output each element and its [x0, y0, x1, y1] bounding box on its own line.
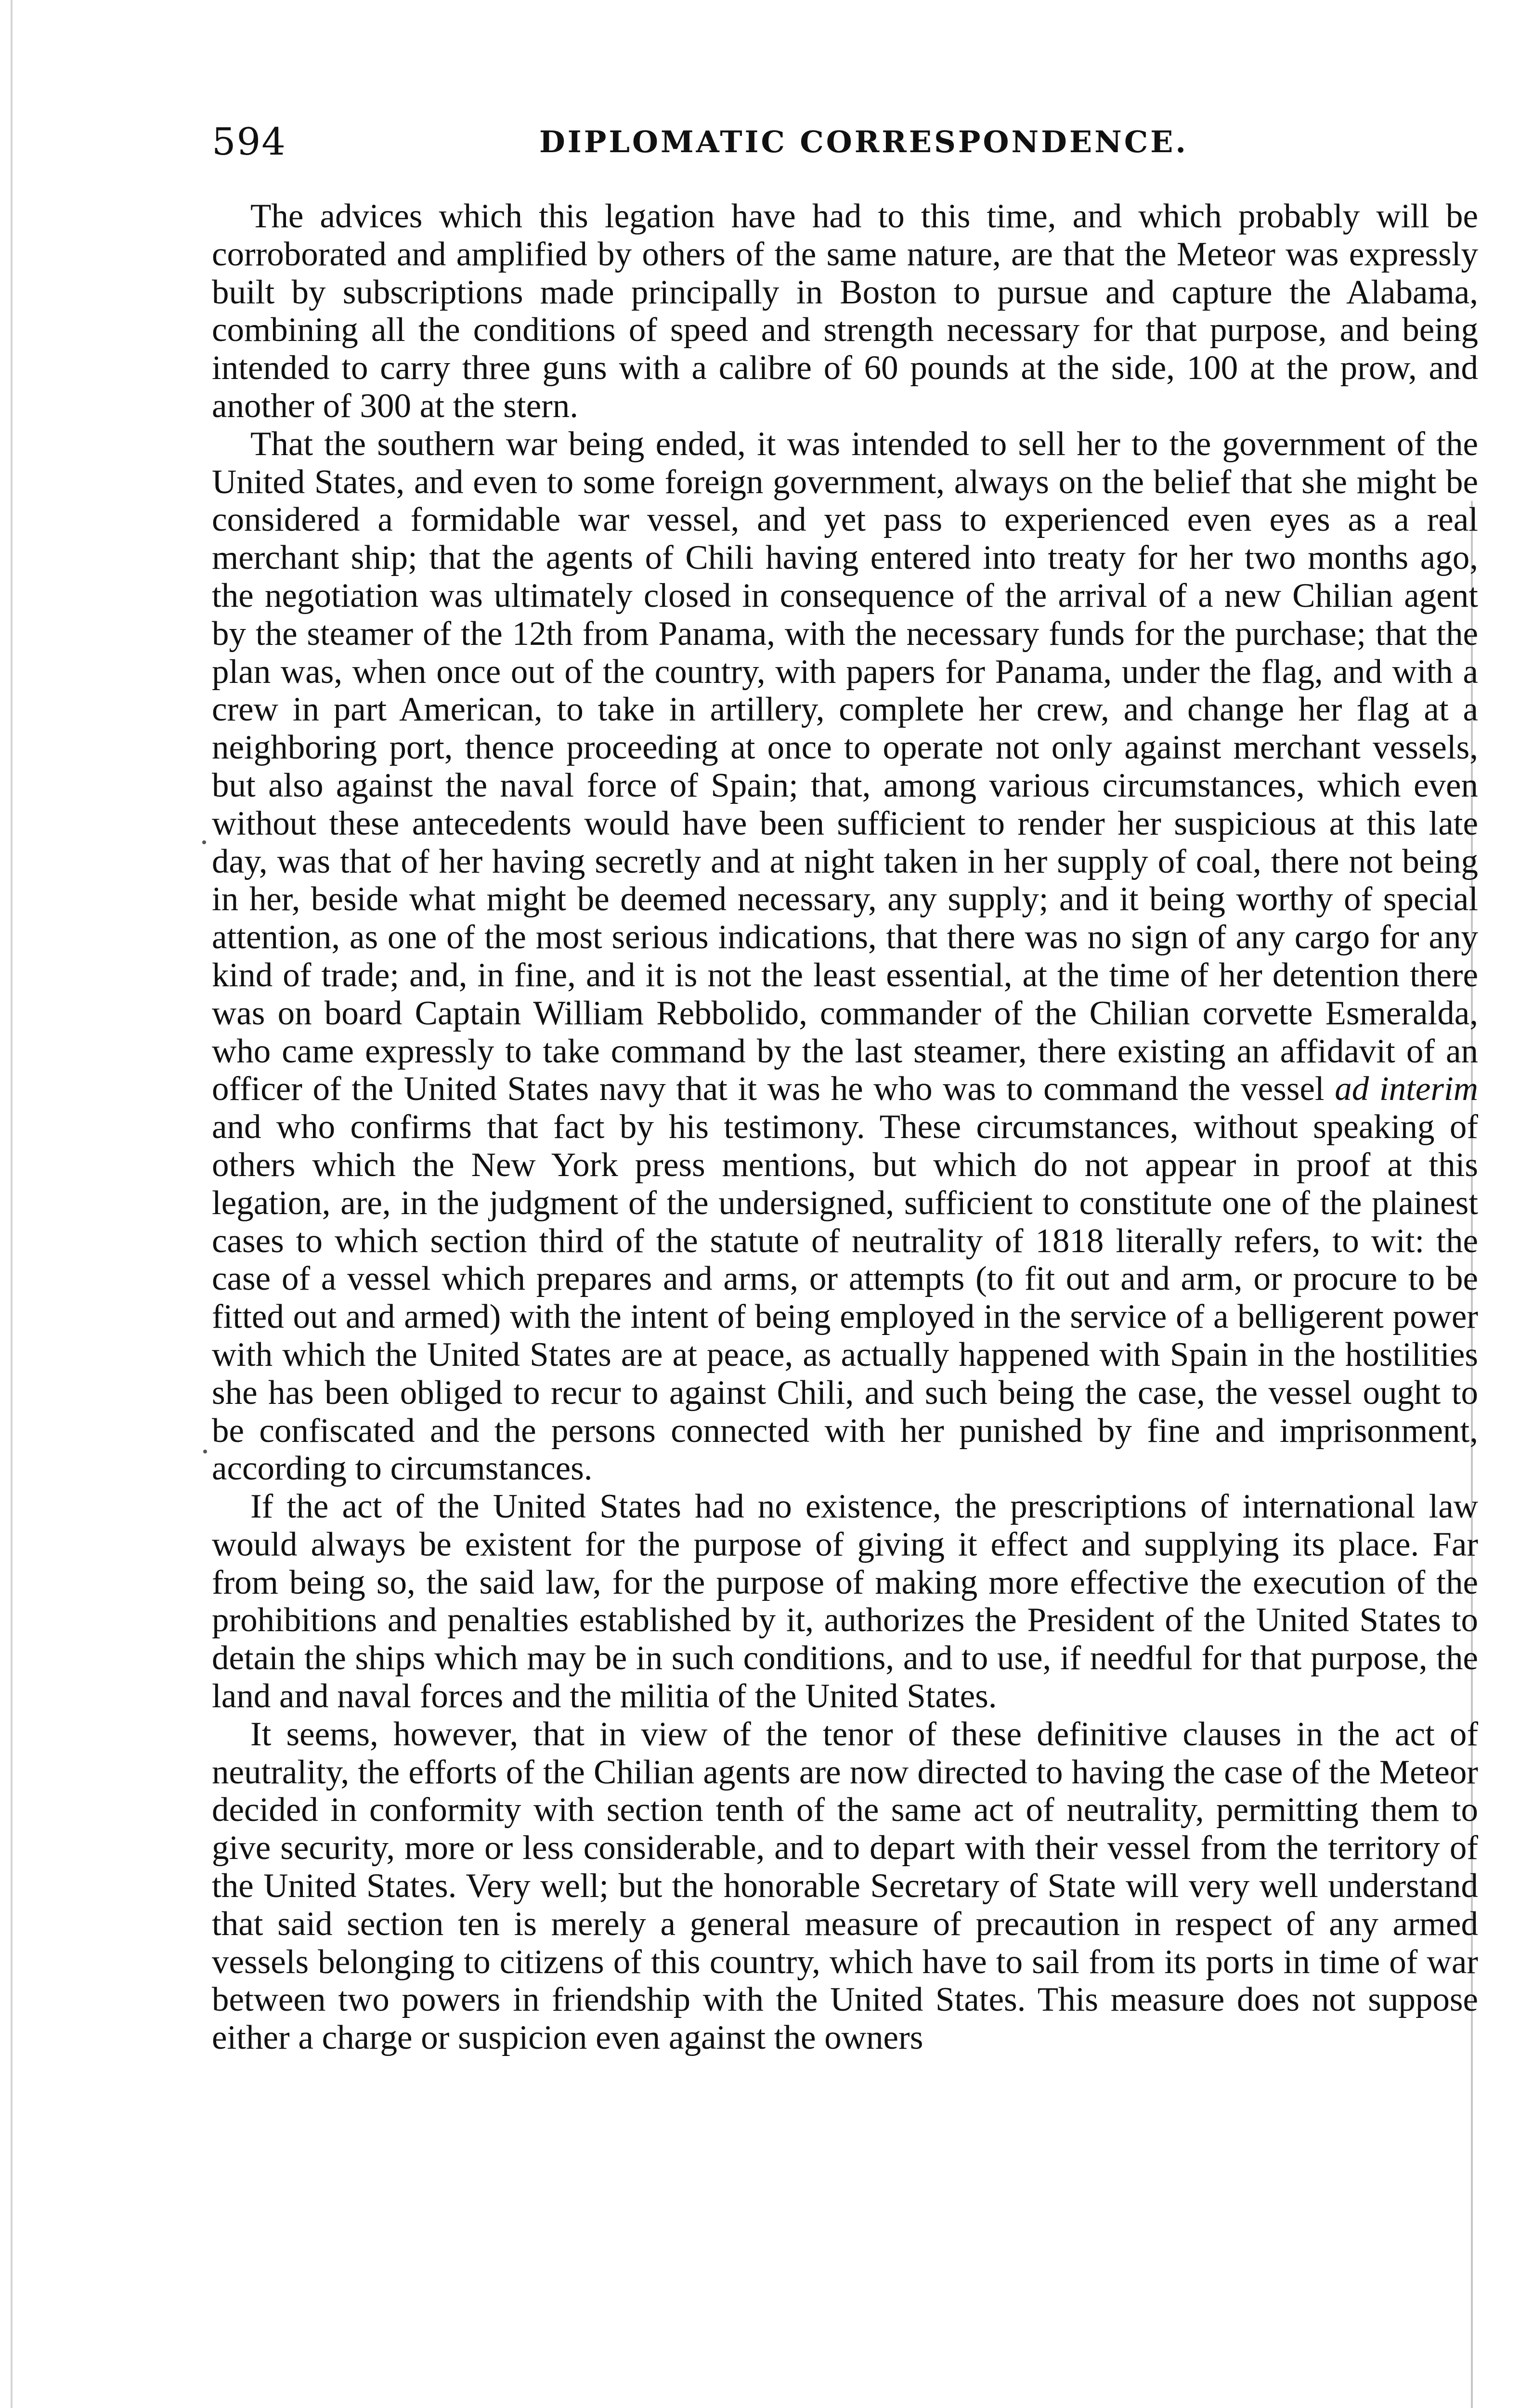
- running-head: DIPLOMATIC CORRESPONDENCE.: [539, 124, 1189, 159]
- paragraph-1: The advices which this legation have had to this time, and which probably will be corroborated and amplified by others of the same nature, are that the Meteor was expressly built by subscriptions made principally in Boston to pursue and capture the Alabama, combining all the conditions of speed and strength necessary for that purpose, and being intended to carry three guns with a calibre of 60 pounds at the side, 100 at the prow, and another of 300 at the stern.: [212, 197, 1478, 425]
- paragraph-2-text-after: and who confirms that fact by his testimony. These circumstances, without speaking of others which the New York press mentions, but which do not appear in proof at this legation, are, in the judgment of the undersigned, sufficient to constitute one of the plainest cases to which section third of the statute of neutrality of 1818 literally refers, to wit: the case of a vessel which prepares and arms, or attempts (to fit out and arm, or procure to be fitted out and armed) with the intent of being employed in the service of a belligerent power with which the United States are at peace, as actually happened with Spain in the hostilities she has been obliged to recur to against Chili, and such being the case, the vessel ought to be confiscated and the persons connected with her punished by fine and imprisonment, according to circumstances.: [212, 1108, 1478, 1488]
- body-text: [212, 197, 1478, 2057]
- paragraph-2: [212, 425, 1478, 1488]
- paragraph-4: It seems, however, that in view of the tenor of these definitive clauses in the act of neutrality, the efforts of the Chilian agents are now directed to having the case of the Meteor decided in conformity with section tenth of the same act of neutrality, permitting them to give security, more or less considerable, and to depart with their vessel from the territory of the United States. Very well; but the honorable Secretary of State will very well understand that said section ten is merely a general measure of precaution in respect of any armed vessels belonging to citizens of this country, which have to sail from its ports in time of war between two powers in friendship with the United States. This measure does not suppose either a charge or suspicion even against the owners: [212, 1715, 1478, 2057]
- page-edge-left: [11, 0, 13, 2408]
- ink-speck: [203, 1450, 207, 1453]
- paragraph-3: If the act of the United States had no existence, the prescriptions of international law would always be existent for the purpose of giving it effect and supplying its place. Far from being so, the said law, for the purpose of making more effective the execution of the prohibitions and penalties established by it, authorizes the President of the United States to detain the ships which may be in such conditions, and to use, if needful for that purpose, the land and naval forces and the militia of the United States.: [212, 1488, 1478, 1715]
- page-header: [212, 116, 1502, 169]
- ink-speck: [202, 840, 206, 844]
- paragraph-2-text-before: That the southern war being ended, it was intended to sell her to the government of the United States, and even to some foreign government, always on the belief that she might be considered a formidable war vessel, and yet pass to experienced even eyes as a real merchant ship; that the agents of Chili having entered into treaty for her two months ago, the negotiation was ultimately closed in consequence of the arrival of a new Chilian agent by the steamer of the 12th from Panama, with the necessary funds for the purchase; that the plan was, when once out of the country, with papers for Panama, under the flag, and with a crew in part American, to take in artillery, complete her crew, and change her flag at a neighboring port, thence proceeding at once to operate not only against merchant vessels, but also against the naval force of Spain; that, among various circumstances, which even without these antecedents would have been sufficient to render her suspicious at this late day, was that of her having secretly and at night taken in her supply of coal, there not being in her, beside what might be deemed necessary, any supply; and it being worthy of special attention, as one of the most serious indications, that there was no sign of any cargo for any kind of trade; and, in fine, and it is not the least essential, at the time of her detention there was on board Captain William Rebbolido, commander of the Chilian corvette Esmeralda, who came expressly to take command by the last steamer, there existing an affidavit of an officer of the United States navy that it was he who was to command the vessel: [212, 425, 1478, 1108]
- page-number: 594: [212, 120, 286, 164]
- italic-phrase: ad interim: [1335, 1070, 1478, 1108]
